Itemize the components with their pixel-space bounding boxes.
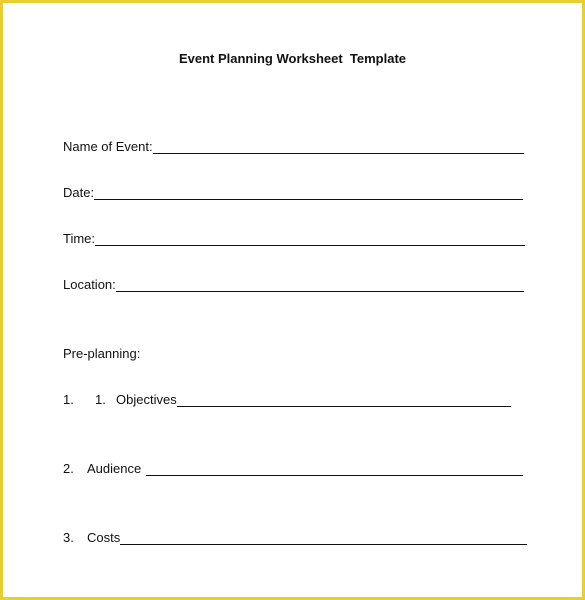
costs-label: Costs [87,530,121,545]
time-blank-line [95,232,525,246]
location-field [63,275,524,293]
name-of-event-label: Name of Event: [63,139,153,154]
costs-blank-line [120,531,527,545]
list-number: 3. [63,530,74,545]
time-field [63,229,525,247]
time-label: Time: [63,231,96,246]
location-label: Location: [63,277,116,292]
page-title: Event Planning Worksheet Template [178,51,407,66]
list-item-objectives [63,390,511,408]
date-field [63,183,523,201]
location-blank-line [116,278,524,292]
name-of-event-blank-line [153,140,524,154]
date-label: Date: [63,185,95,200]
audience-label: Audience [87,461,142,476]
objectives-label: Objectives [116,392,177,407]
name-of-event-field [63,137,524,155]
pre-planning-heading-row [63,344,263,362]
objectives-blank-line [177,393,511,407]
audience-blank-line [146,462,523,476]
pre-planning-heading: Pre-planning: [63,346,141,361]
list-number-outer: 1. [63,392,74,407]
date-blank-line [94,186,523,200]
list-number: 2. [63,461,74,476]
list-item-audience [63,459,523,477]
list-number-inner: 1. [95,392,106,407]
list-item-costs [63,528,527,546]
